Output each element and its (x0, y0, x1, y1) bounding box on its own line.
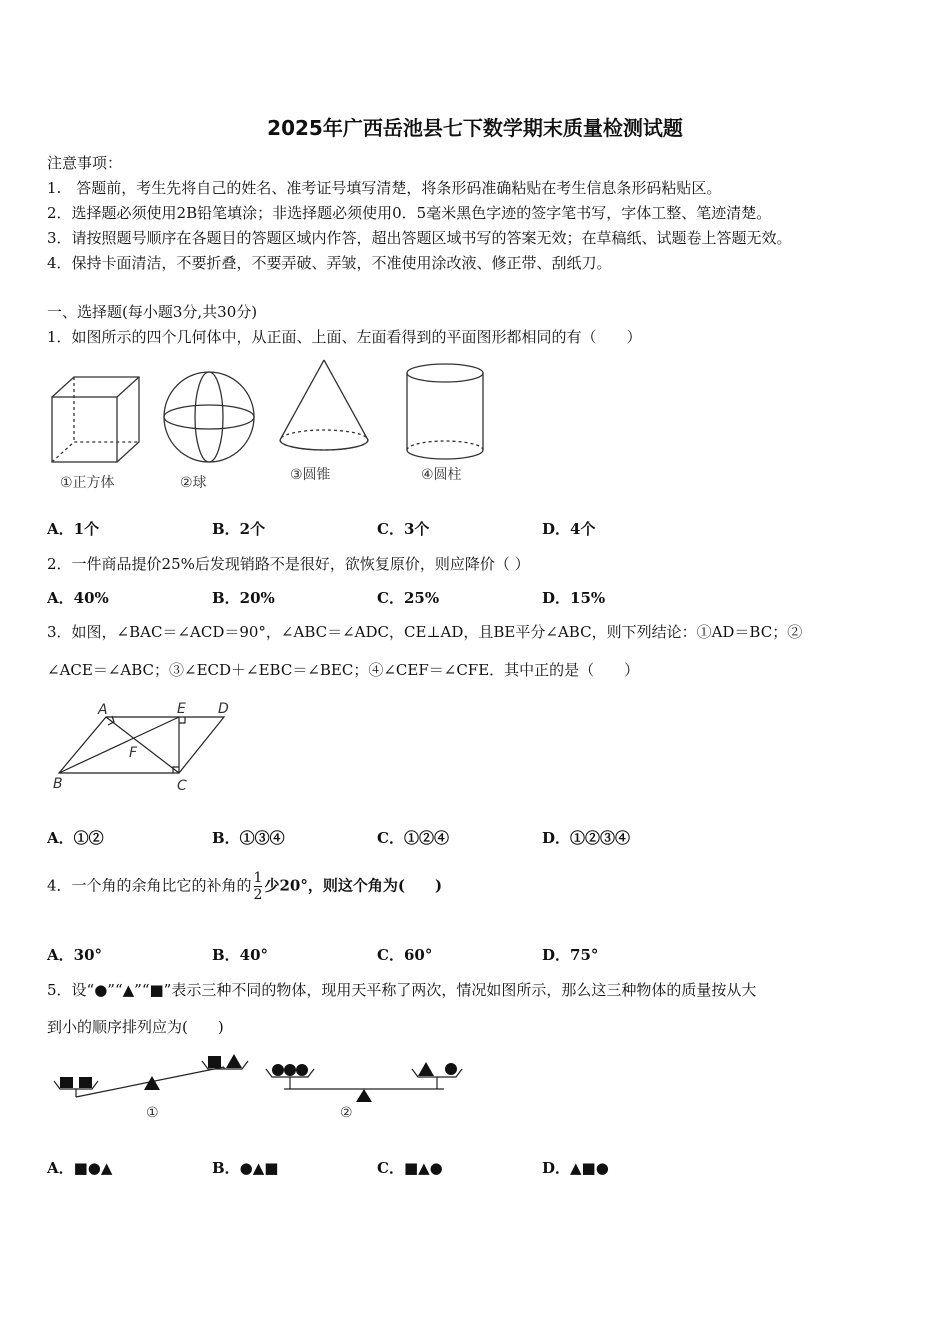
question-5-line1: 5．设“●”“▲”“■”表示三种不同的物体，现用天平称了两次，情况如图所示，那么这三种物体的质量按从大 (47, 981, 757, 999)
option-c[interactable]: C．■▲● (377, 1159, 443, 1177)
note-item: 1. 答题前，考生先将自己的姓名、准考证号填写清楚，将条形码准确粘贴在考生信息条形码粘贴区。 (47, 179, 722, 197)
option-b[interactable]: B．40° (212, 946, 269, 964)
q5-balance-figure (46, 1045, 466, 1125)
numerator: 1 (253, 870, 263, 886)
option-a[interactable]: A．30° (47, 946, 103, 964)
figure-label: ② (340, 1105, 353, 1121)
point-label: F (129, 745, 138, 761)
denominator: 2 (253, 887, 263, 903)
point-label: D (218, 701, 229, 717)
question-4-after: 少20°，则这个角为( ) (264, 876, 443, 895)
option-c[interactable]: C．25% (377, 589, 440, 607)
section-heading: 一、选择题(每小题3分,共30分) (47, 303, 258, 321)
note-item: 3．请按照题号顺序在各题目的答题区域内作答，超出答题区域书写的答案无效；在草稿纸、试题卷上答题无效。 (47, 229, 792, 247)
option-a[interactable]: A．1个 (47, 520, 100, 538)
figure-label: ① (146, 1105, 159, 1121)
figure-label: ②球 (180, 475, 207, 491)
point-label: C (177, 778, 187, 794)
page-title: 2025年广西岳池县七下数学期末质量检测试题 (267, 116, 683, 140)
point-label: A (98, 702, 108, 718)
option-d[interactable]: D．4个 (542, 520, 596, 538)
q1-solids-figure (46, 355, 486, 495)
point-label: E (177, 701, 186, 717)
fraction-half (254, 870, 263, 903)
option-b[interactable]: B．●▲■ (212, 1159, 279, 1177)
option-a[interactable]: A．■●▲ (47, 1159, 113, 1177)
option-c[interactable]: C．①②④ (377, 829, 449, 847)
point-label: B (53, 776, 63, 792)
question-2-text: 2．一件商品提价25%后发现销路不是很好，欲恢复原价，则应降价（ ） (47, 555, 530, 573)
option-b[interactable]: B．2个 (212, 520, 266, 538)
option-a[interactable]: A．40% (47, 589, 109, 607)
notes-heading: 注意事项： (47, 154, 123, 172)
option-d[interactable]: D．▲■● (542, 1159, 609, 1177)
option-d[interactable]: D．15% (542, 589, 606, 607)
question-4-before: 4．一个角的余角比它的补角的 (47, 876, 252, 895)
question-1-text: 1．如图所示的四个几何体中，从正面、上面、左面看得到的平面图形都相同的有（ ） (47, 328, 642, 346)
question-5-line2: 到小的顺序排列应为( ) (47, 1018, 224, 1036)
option-b[interactable]: B．①③④ (212, 829, 285, 847)
figure-label: ④圆柱 (421, 467, 462, 483)
option-d[interactable]: D．①②③④ (542, 829, 631, 847)
option-d[interactable]: D．75° (542, 946, 599, 964)
option-b[interactable]: B．20% (212, 589, 275, 607)
figure-label: ③圆锥 (290, 467, 331, 483)
question-4-text (47, 870, 442, 903)
q3-geometry-figure (46, 695, 246, 795)
option-c[interactable]: C．60° (377, 946, 433, 964)
option-a[interactable]: A．①② (47, 829, 104, 847)
question-3-line2: ∠ACE＝∠ABC；③∠ECD＋∠EBC＝∠BEC；④∠CEF＝∠CFE．其中正的是（ ） (47, 661, 640, 679)
figure-label: ①正方体 (60, 475, 115, 491)
question-3-line1: 3．如图，∠BAC＝∠ACD＝90°，∠ABC＝∠ADC，CE⊥AD，且BE平分∠ABC，则下列结论：①AD＝BC；② (47, 623, 803, 641)
option-c[interactable]: C．3个 (377, 520, 430, 538)
note-item: 2．选择题必须使用2B铅笔填涂；非选择题必须使用0．5毫米黑色字迹的签字笔书写，字体工整、笔迹清楚。 (47, 204, 772, 222)
note-item: 4．保持卡面清洁，不要折叠，不要弄破、弄皱，不准使用涂改液、修正带、刮纸刀。 (47, 254, 612, 272)
